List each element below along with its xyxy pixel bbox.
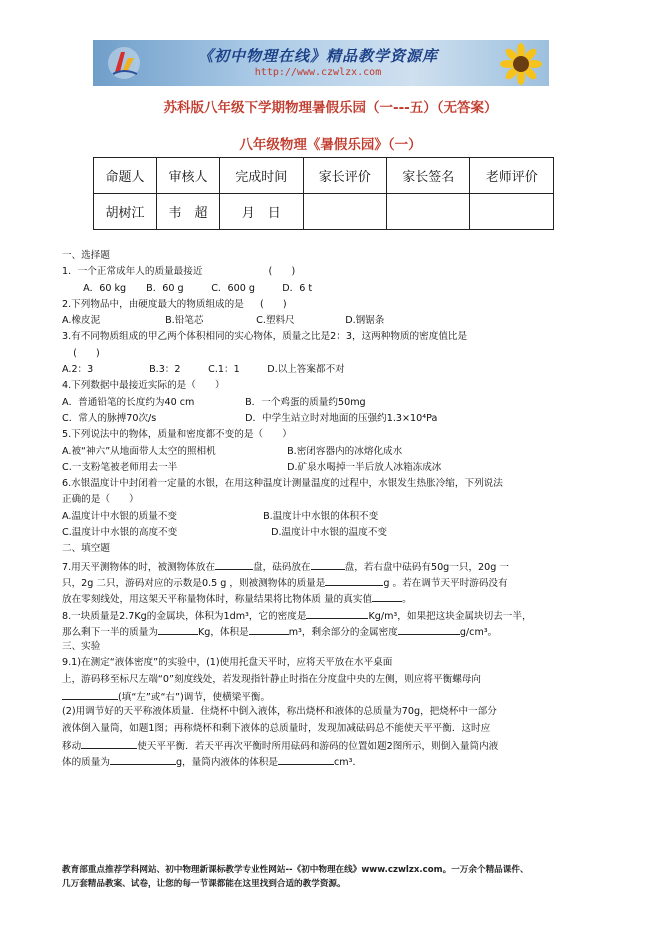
question-text: g 。若在调节天平时游码没有 [383, 577, 508, 589]
question-4: 4.下列数据中最接近实际的是（ ） [62, 380, 225, 392]
question-1 [62, 264, 592, 280]
question-text: cm³． [334, 757, 363, 769]
option-c: C．常人的脉搏70次/s [62, 412, 157, 424]
option-a: A.被“神六”从地面带人太空的照相机 [62, 445, 216, 457]
question-text: g/cm³。 [459, 626, 498, 638]
option-b: B.温度计中水银的体积不变 [263, 510, 379, 522]
question-3 [62, 329, 592, 345]
option-d: D.以上答案都不对 [267, 364, 345, 376]
answer-blank[interactable] [372, 590, 402, 602]
question-stem: 1．一个正常成年人的质量最接近 [62, 266, 203, 278]
question-3-paren [62, 346, 592, 362]
option-c: C.1：1 [208, 364, 240, 376]
option-a: A．60 kg [83, 282, 127, 294]
question-text: 只，2g 二只，游码对应的示数是0.5 g ，则被测物体的质量是 [62, 577, 326, 589]
answer-paren: ( ) [259, 298, 287, 310]
section-heading: 二、填空题 [62, 543, 110, 555]
answer-blank[interactable] [158, 623, 198, 635]
question-4-options-cd [62, 411, 592, 427]
option-a: A．普通铅笔的长度约为40 cm [62, 396, 195, 408]
question-text: 放在零刻线处，用这架天平称量物体时，称量结果将比物体质 量的真实值 [62, 594, 373, 606]
banner-title: 《初中物理在线》精品教学资源库 [197, 47, 438, 65]
question-text: 8.一块质量是2.7Kg的金属块，体积为1dm³，它的密度是 [62, 610, 307, 622]
question-text: Kg/m³，如果把这块金属块切去一半， [368, 610, 532, 622]
option-a: A.橡皮泥 [62, 315, 101, 327]
option-c: C.一支粉笔被老师用去一半 [62, 461, 178, 473]
table-cell: 月 日 [220, 194, 303, 230]
question-5-options-ab [62, 444, 592, 460]
table-header-cell: 完成时间 [220, 158, 303, 194]
table-cell: 韦 超 [157, 194, 220, 230]
answer-blank[interactable] [398, 623, 460, 635]
table-header-cell: 老师评价 [470, 158, 554, 194]
question-stem: 3.有不同物质组成的甲乙两个体积相同的实心物体，质量之比是2：3，这两种物质的密度值比是 [62, 331, 468, 343]
answer-blank[interactable] [62, 688, 118, 700]
table-row [94, 194, 554, 230]
answer-blank[interactable] [311, 558, 345, 570]
option-d: D.矿泉水喝掉一半后放人冰箱冻成冰 [287, 461, 442, 473]
table-row [94, 158, 554, 194]
page-footer [62, 863, 602, 891]
question-2-options [62, 313, 592, 329]
option-c: C.塑料尺 [256, 315, 295, 327]
question-stem: 2.下列物品中，由硬度最大的物质组成的是 [62, 298, 244, 310]
question-7-cont [62, 590, 592, 606]
question-6: 6.水银温度计中封闭着一定量的水银，在用这种温度计测量温度的过程中，水银发生热胀冷缩，下列说法 [62, 478, 503, 490]
question-text: m³，剩余部分的金属密度 [288, 626, 398, 638]
answer-blank[interactable] [81, 737, 137, 749]
table-header-cell: 命题人 [94, 158, 157, 194]
question-text: g，量筒内液体的体积是 [175, 757, 278, 769]
banner-url[interactable]: http://www.czwlzx.com [254, 67, 382, 78]
question-8-cont [62, 623, 592, 639]
document-title: 苏科版八年级下学期物理暑假乐园（一---五）（无答案） [163, 100, 498, 116]
question-9-cont [62, 753, 592, 769]
section-heading: 一、选择题 [62, 250, 110, 261]
question-9: 9.1)在测定“液体密度”的实验中，(1)使用托盘天平时，应将天平放在水平桌面 [62, 657, 393, 669]
question-1-options [62, 281, 592, 297]
option-a: A.温度计中水银的质量不变 [62, 510, 177, 522]
option-b: B.3：2 [149, 364, 181, 376]
option-b: B．60 g [146, 282, 184, 294]
option-d: D．中学生站立时对地面的压强约1.3×10⁴Pa [245, 412, 438, 424]
site-logo-icon [107, 46, 141, 80]
question-text: (填“左”或“右”)调节，使横梁平衡。 [118, 692, 271, 704]
question-9-cont: 液体倒入量筒，如题1图；再称烧杯和剩下液体的总质量时，发现加减砝码总不能使天平平衡．这时应 [62, 722, 491, 734]
option-b: B.铅笔芯 [165, 315, 204, 327]
table-cell [303, 194, 386, 230]
question-content [62, 248, 592, 770]
option-a: A.2：3 [62, 364, 94, 376]
review-table [93, 157, 554, 230]
table-cell [470, 194, 554, 230]
question-2 [62, 297, 592, 313]
answer-blank[interactable] [278, 753, 334, 765]
question-9-cont [62, 737, 592, 753]
table-cell [387, 194, 470, 230]
question-text: 。 [402, 594, 412, 606]
question-text: 使天平平衡．若天平再次平衡时所用砝码和游码的位置如题2图所示，则倒入量筒内液 [137, 740, 499, 752]
option-c: C.温度计中水银的高度不变 [62, 527, 178, 539]
table-header-cell: 家长评价 [303, 158, 386, 194]
question-text: 7.用天平测物体的时，被测物体放在 [62, 561, 216, 573]
option-d: D.温度计中水银的温度不变 [271, 527, 388, 539]
footer-line: 几万套精品教案、试卷，让您的每一节课都能在这里找到合适的教学资源。 [62, 879, 346, 889]
question-text: 盘，砝码放在 [253, 561, 311, 573]
question-text: 盘，若右盘中砝码有50g一只，20g 一 [344, 561, 509, 573]
header-banner [93, 40, 549, 86]
question-5: 5.下列说法中的物体，质量和密度都不变的是（ ） [62, 429, 292, 441]
question-7 [62, 558, 592, 574]
table-cell: 胡树江 [94, 194, 157, 230]
answer-paren: ( ) [268, 266, 296, 278]
answer-blank[interactable] [306, 607, 368, 619]
answer-paren: ( ) [73, 347, 100, 359]
option-d: D.钢锯条 [345, 315, 385, 327]
section-heading: 三、实验 [62, 641, 101, 653]
answer-blank[interactable] [110, 753, 176, 765]
question-9-cont: 上，游码移至标尺左端“0”刻度线处，若发现指针静止时指在分度盘中央的左侧，则应将平衡螺母向 [62, 673, 481, 685]
sunflower-icon [493, 42, 545, 86]
answer-blank[interactable] [215, 558, 253, 570]
document-subtitle: 八年级物理《暑假乐园》（一） [239, 137, 422, 153]
option-b: B．一个鸡蛋的质量约50mg [245, 396, 366, 408]
question-6-cont: 正确的是（ ） [62, 494, 139, 506]
question-text: Kg，体积是 [197, 626, 249, 638]
option-c: C．600 g [211, 282, 255, 294]
question-9-cont [62, 688, 592, 704]
question-9-cont: (2)用调节好的天平称液体质量．住烧杯中倒入液体，称出烧杯和液体的总质量为70g，把烧杯中一部分 [62, 706, 497, 718]
option-b: B.密闭容器内的冰熔化成水 [287, 445, 403, 457]
question-6-options-cd [62, 525, 592, 541]
question-6-options-ab [62, 509, 592, 525]
question-3-options [62, 362, 592, 378]
question-5-options-cd [62, 460, 592, 476]
table-header-cell: 审核人 [157, 158, 220, 194]
question-text: 移动 [62, 740, 82, 752]
question-text: 那么剩下一半的质量为 [62, 626, 158, 638]
option-d: D．6 t [282, 282, 313, 294]
question-8 [62, 607, 592, 623]
answer-blank[interactable] [249, 623, 289, 635]
question-7-cont [62, 574, 592, 590]
footer-line: 教育部重点推荐学科网站、初中物理新课标教学专业性网站--《初中物理在线》www.czwlzx.com。一万余个精品课件、 [62, 865, 529, 875]
question-text: 体的质量为 [62, 757, 110, 769]
table-header-cell: 家长签名 [387, 158, 470, 194]
answer-blank[interactable] [325, 574, 383, 586]
question-4-options-ab [62, 395, 592, 411]
